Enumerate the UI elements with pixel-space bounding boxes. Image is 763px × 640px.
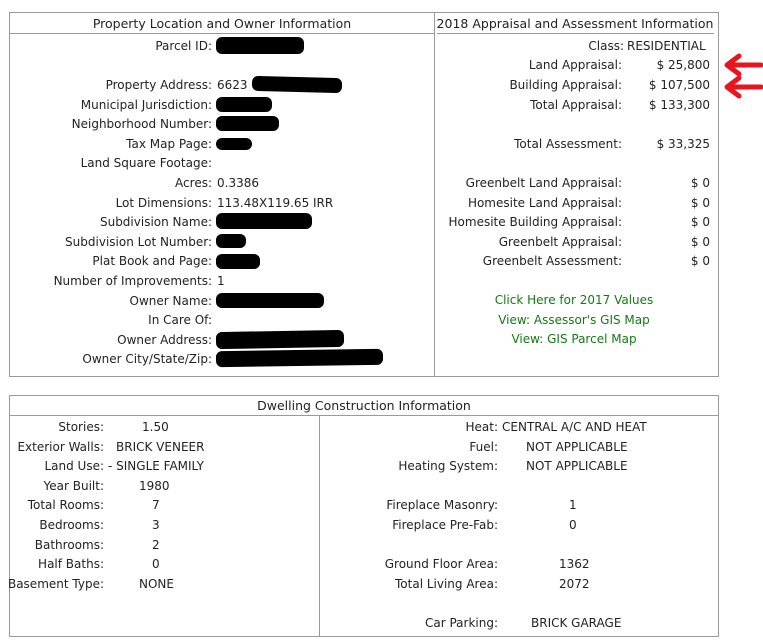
in-care-of-label: In Care Of: [148, 313, 212, 327]
homesite-building-appraisal-value: $ 0 [690, 215, 710, 229]
land-appraisal-value: $ 25,800 [656, 58, 710, 72]
fireplace-prefab-value: 0 [569, 518, 577, 532]
greenbelt-appraisal-label: Greenbelt Appraisal: [498, 235, 622, 249]
plat-book-page-label: Plat Book and Page: [92, 254, 212, 268]
stories-label: Stories: [58, 420, 104, 434]
redaction-subdivision-name [216, 213, 312, 229]
owner-city-state-zip-label: Owner City/State/Zip: [82, 352, 212, 366]
lot-dimensions-value: 113.48X119.65 IRR [217, 196, 334, 210]
half-baths-value: 0 [152, 557, 160, 571]
stories-value: 1.50 [142, 420, 169, 434]
acres-label: Acres: [175, 176, 212, 190]
bedrooms-value: 3 [152, 518, 160, 532]
redaction-neighborhood-number [216, 116, 279, 131]
property-address-value: 6623 [217, 78, 248, 92]
owner-name-label: Owner Name: [129, 294, 212, 308]
fuel-value: NOT APPLICABLE [526, 440, 628, 454]
property-section-title: Property Location and Owner Information [92, 16, 352, 31]
building-appraisal-label: Building Appraisal: [509, 78, 622, 92]
link-assessor-gis-map[interactable]: View: Assessor's GIS Map [498, 313, 650, 327]
lot-dimensions-label: Lot Dimensions: [115, 196, 212, 210]
basement-type-value: NONE [139, 577, 174, 591]
year-built-label: Year Built: [43, 479, 104, 493]
homesite-land-appraisal-value: $ 0 [690, 196, 710, 210]
land-square-footage-label: Land Square Footage: [80, 156, 212, 170]
total-living-area-value: 2072 [559, 577, 590, 591]
building-appraisal-value: $ 107,500 [648, 78, 710, 92]
redaction-parcel-id [216, 37, 304, 54]
right-header-rule [437, 33, 714, 34]
municipal-jurisdiction-label: Municipal Jurisdiction: [80, 98, 212, 112]
land-appraisal-label: Land Appraisal: [528, 58, 622, 72]
total-appraisal-label: Total Appraisal: [530, 98, 622, 112]
basement-type-label: Basement Type: [7, 577, 104, 591]
dwelling-column-divider [319, 415, 320, 637]
exterior-walls-label: Exterior Walls: [17, 440, 104, 454]
fireplace-masonry-label: Fireplace Masonry: [386, 498, 498, 512]
number-of-improvements-label: Number of Improvements: [53, 274, 212, 288]
heating-system-value: NOT APPLICABLE [526, 459, 628, 473]
redaction-tax-map-page [216, 138, 252, 150]
dwelling-header-rule [9, 415, 719, 416]
ground-floor-area-value: 1362 [559, 557, 590, 571]
subdivision-lot-number-label: Subdivision Lot Number: [65, 235, 212, 249]
tax-map-page-label: Tax Map Page: [126, 137, 212, 151]
total-assessment-value: $ 33,325 [656, 137, 710, 151]
car-parking-value: BRICK GARAGE [531, 616, 622, 630]
greenbelt-assessment-label: Greenbelt Assessment: [482, 254, 622, 268]
redaction-property-address [252, 76, 342, 93]
ground-floor-area-label: Ground Floor Area: [384, 557, 498, 571]
arrow-left-icon [721, 53, 763, 77]
number-of-improvements-value: 1 [217, 274, 225, 288]
total-rooms-label: Total Rooms: [27, 498, 104, 512]
heat-value: CENTRAL A/C AND HEAT [502, 420, 647, 434]
total-assessment-label: Total Assessment: [514, 137, 622, 151]
property-address-label: Property Address: [105, 78, 212, 92]
subdivision-name-label: Subdivision Name: [99, 215, 212, 229]
heat-label: Heat: [465, 420, 498, 434]
car-parking-label: Car Parking: [424, 616, 498, 630]
total-rooms-value: 7 [152, 498, 160, 512]
redaction-owner-name [216, 293, 324, 308]
class-value: RESIDENTIAL [627, 39, 706, 53]
redaction-owner-city-state-zip [216, 349, 383, 367]
redaction-owner-address [216, 330, 344, 349]
greenbelt-land-appraisal-value: $ 0 [690, 176, 710, 190]
left-header-rule [9, 33, 435, 34]
redaction-municipal-jurisdiction [216, 97, 272, 112]
greenbelt-assessment-value: $ 0 [690, 254, 710, 268]
year-built-value: 1980 [139, 479, 170, 493]
homesite-land-appraisal-label: Homesite Land Appraisal: [467, 196, 622, 210]
bedrooms-label: Bedrooms: [39, 518, 104, 532]
redaction-subdivision-lot-number [216, 234, 246, 248]
bathrooms-label: Bathrooms: [34, 538, 104, 552]
fuel-label: Fuel: [469, 440, 498, 454]
heating-system-label: Heating System: [398, 459, 498, 473]
acres-value: 0.3386 [217, 176, 259, 190]
parcel-id-label: Parcel ID: [155, 39, 212, 53]
bathrooms-value: 2 [152, 538, 160, 552]
link-gis-parcel-map[interactable]: View: GIS Parcel Map [511, 332, 637, 346]
neighborhood-number-label: Neighborhood Number: [71, 117, 212, 131]
land-use-value: - SINGLE FAMILY [108, 459, 204, 473]
exterior-walls-value: BRICK VENEER [116, 440, 205, 454]
total-appraisal-value: $ 133,300 [648, 98, 710, 112]
half-baths-label: Half Baths: [38, 557, 104, 571]
total-living-area-label: Total Living Area: [395, 577, 498, 591]
greenbelt-land-appraisal-label: Greenbelt Land Appraisal: [465, 176, 622, 190]
arrow-left-icon [721, 75, 763, 99]
fireplace-masonry-value: 1 [569, 498, 577, 512]
fireplace-prefab-label: Fireplace Pre-Fab: [392, 518, 498, 532]
homesite-building-appraisal-label: Homesite Building Appraisal: [448, 215, 622, 229]
class-label: Class: [588, 39, 624, 53]
redaction-plat-book-page [216, 254, 260, 269]
dwelling-section-title: Dwelling Construction Information [257, 398, 471, 413]
owner-address-label: Owner Address: [117, 333, 212, 347]
land-use-label: Land Use: [44, 459, 104, 473]
greenbelt-appraisal-value: $ 0 [690, 235, 710, 249]
appraisal-section-title: 2018 Appraisal and Assessment Information [436, 16, 714, 31]
link-2017-values[interactable]: Click Here for 2017 Values [494, 293, 654, 307]
